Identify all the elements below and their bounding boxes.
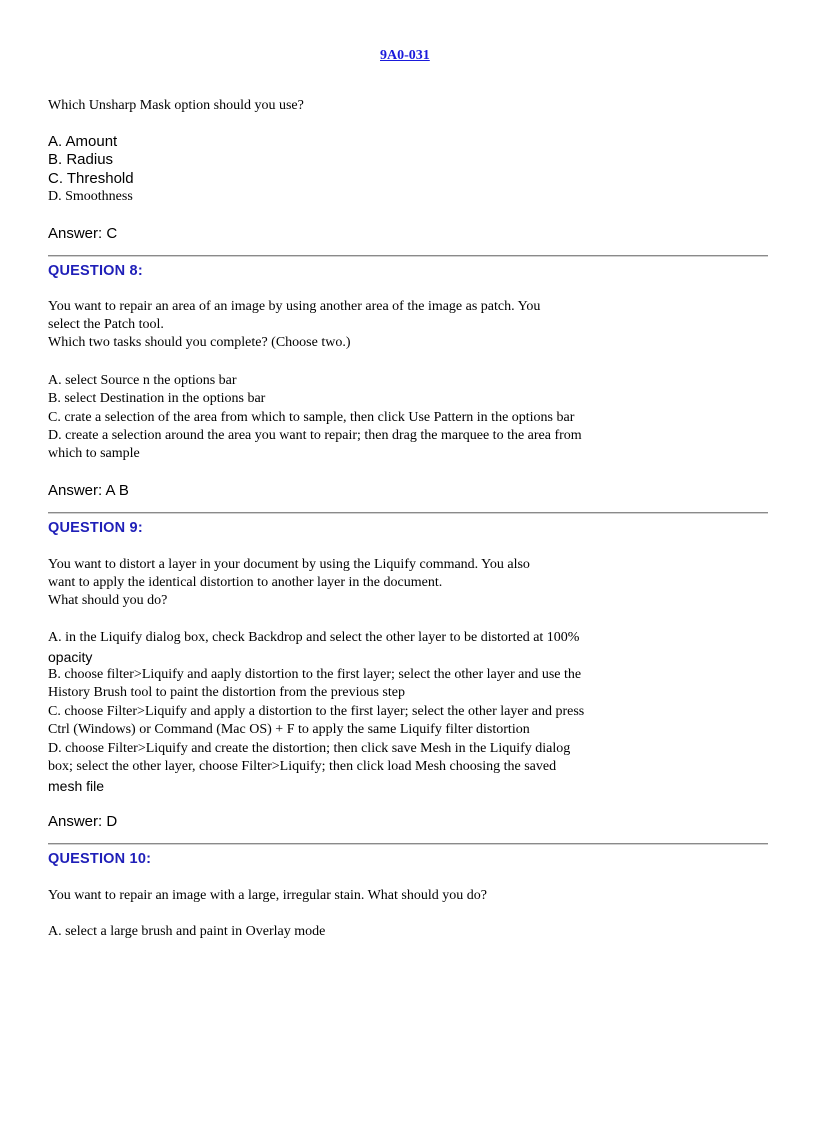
q8-option-c: C. crate a selection of the area from which to sample, then click Use Pattern in the options bar <box>48 410 575 425</box>
q8-stem-line: You want to repair an area of an image by using another area of the image as patch. You <box>48 299 541 314</box>
q7-stem: Which Unsharp Mask option should you use? <box>48 98 304 113</box>
q10-option-a: A. select a large brush and paint in Overlay mode <box>48 924 326 939</box>
q7-option-c: C. Threshold <box>48 170 134 187</box>
q8-option-a: A. select Source n the options bar <box>48 373 237 388</box>
q9-answer: Answer: D <box>48 813 118 830</box>
q7-option-b: B. Radius <box>48 151 114 168</box>
divider <box>48 843 768 845</box>
exam-code-link[interactable]: 9A0-031 <box>380 48 430 63</box>
q7-option-d: D. Smoothness <box>48 189 133 204</box>
q9-stem-line: You want to distort a layer in your document by using the Liquify command. You also <box>48 557 530 572</box>
q9-option-a-cont: opacity <box>48 649 93 665</box>
q8-stem-line: Which two tasks should you complete? (Choose two.) <box>48 335 351 350</box>
q8-option-b: B. select Destination in the options bar <box>48 391 266 406</box>
q9-option-c-cont: Ctrl (Windows) or Command (Mac OS) + F to apply the same Liquify filter distortion <box>48 722 530 737</box>
q8-heading: QUESTION 8: <box>48 263 143 279</box>
q9-heading: QUESTION 9: <box>48 520 143 536</box>
divider <box>48 512 768 514</box>
q8-stem-line: select the Patch tool. <box>48 317 164 332</box>
q7-option-a: A. Amount <box>48 133 118 150</box>
q9-option-d-cont: mesh file <box>48 778 105 794</box>
q9-option-d-cont: box; select the other layer, choose Filter>Liquify; then click load Mesh choosing the saved <box>48 759 557 774</box>
q9-stem-line: What should you do? <box>48 593 168 608</box>
q9-option-b-cont: History Brush tool to paint the distortion from the previous step <box>48 685 405 700</box>
q8-option-d-cont: which to sample <box>48 446 140 461</box>
q10-heading: QUESTION 10: <box>48 851 152 867</box>
q9-option-c: C. choose Filter>Liquify and apply a distortion to the first layer; select the other layer and press <box>48 704 585 719</box>
q9-option-b: B. choose filter>Liquify and aaply distortion to the first layer; select the other layer and use the <box>48 667 582 682</box>
divider <box>48 255 768 257</box>
q10-stem: You want to repair an image with a large, irregular stain. What should you do? <box>48 888 487 903</box>
q8-answer: Answer: A B <box>48 482 129 499</box>
q7-answer: Answer: C <box>48 225 118 242</box>
q9-stem-line: want to apply the identical distortion to another layer in the document. <box>48 575 443 590</box>
q9-option-d: D. choose Filter>Liquify and create the distortion; then click save Mesh in the Liquify dialog <box>48 741 571 756</box>
q8-option-d: D. create a selection around the area you want to repair; then drag the marquee to the area from <box>48 428 582 443</box>
q9-option-a: A. in the Liquify dialog box, check Backdrop and select the other layer to be distorted at 100% <box>48 630 580 645</box>
